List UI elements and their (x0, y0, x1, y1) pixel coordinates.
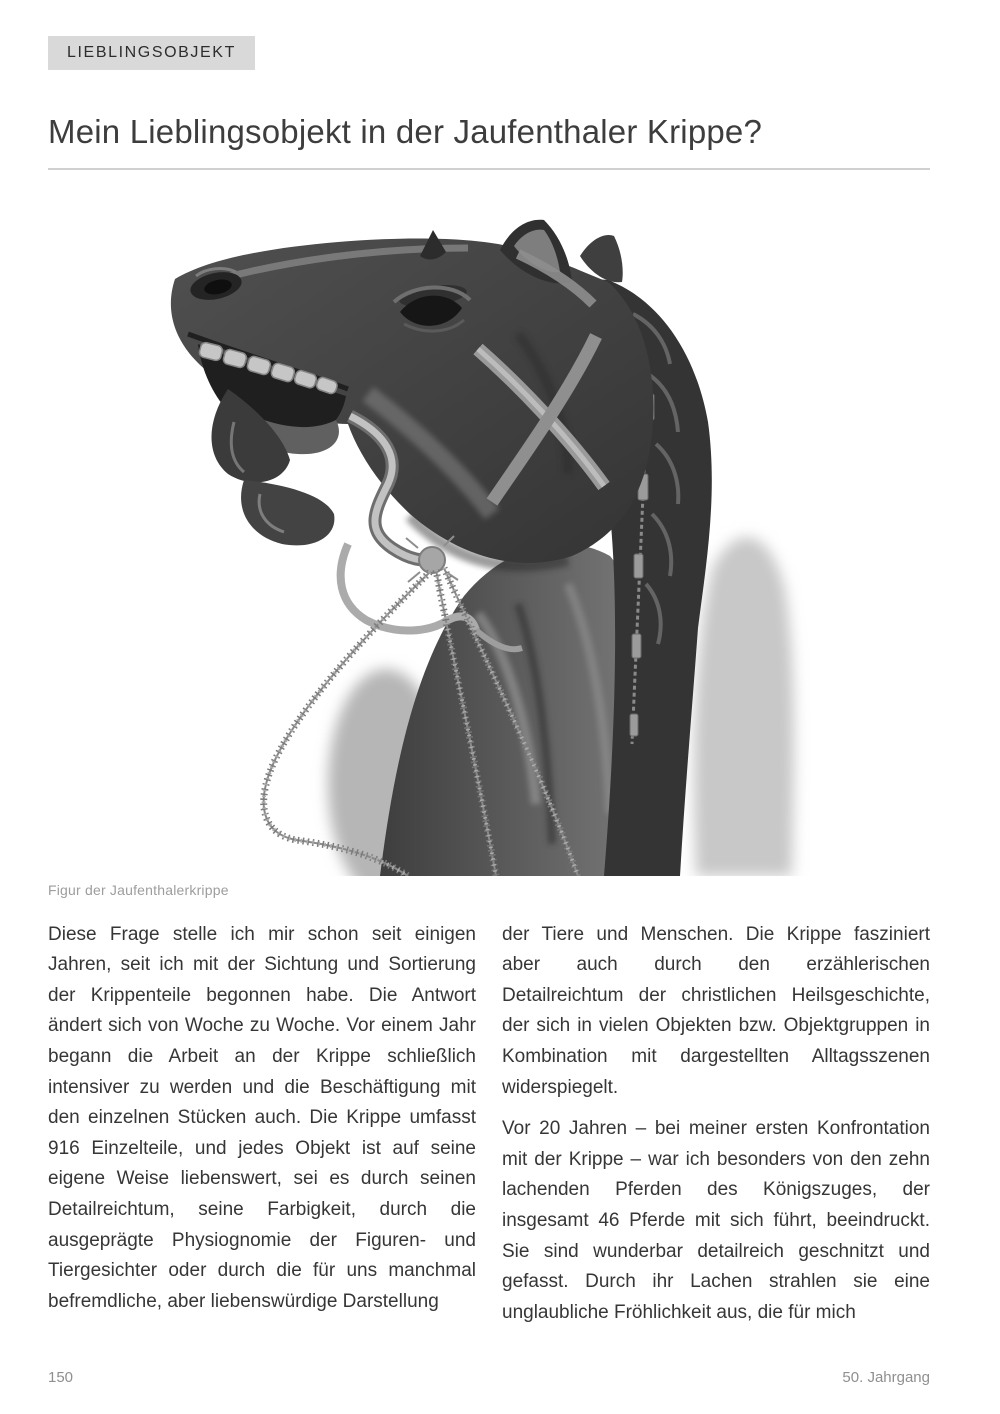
column-left (48, 920, 476, 1340)
horse-figure-photo (48, 184, 930, 898)
title-divider (48, 168, 930, 170)
page-footer (48, 1369, 930, 1386)
horse-head (171, 219, 653, 562)
volume-label: 50. Jahrgang (842, 1369, 930, 1386)
photo-caption: Figur der Jaufenthalerkrippe (48, 881, 229, 898)
article-body (48, 920, 930, 1340)
page-title: Mein Lieblingsobjekt in der Jaufenthaler Krippe? (48, 113, 763, 150)
page-header (48, 36, 930, 170)
section-tag: LIEBLINGSOBJEKT (48, 36, 255, 70)
horse-photo-art (48, 184, 930, 876)
column-right (502, 920, 930, 1340)
page-number: 150 (48, 1369, 74, 1386)
paragraph-right-1: der Tiere und Menschen. Die Krippe fasziniert aber auch durch den erzählerischen Detailreichtum der christlichen Heilsgeschichte, der sich in vielen Objekten bzw. Objektgruppen in Kombination mit dargestellten Alltagsszenen widerspiegelt. (502, 923, 930, 1098)
paragraph-left-1: Diese Frage stelle ich mir schon seit einigen Jahren, seit ich mit der Sichtung und Sortierung der Krippenteile begonnen habe. Die Antwort ändert sich von Woche zu Woche. Vor einem Jahr begann die Arbeit an der Krippe schließlich intensiver zu werden und die Beschäftigung mit den einzelnen Stücken auch. Die Krippe umfasst 916 Einzelteile, und jedes Objekt ist auf seine eigene Weise liebenswert, sei es durch seinen Detailreichtum, seine Farbigkeit, durch die ausgeprägte Physiognomie der Figuren- und Tiergesichter oder durch die für uns manchmal befremdliche, aber liebenswürdige Darstellung (48, 923, 476, 1312)
paragraph-right-2: Vor 20 Jahren – bei meiner ersten Konfrontation mit der Krippe – war ich besonders von den zehn lachenden Pferden des Königszuges, der insgesamt 46 Pferde mit sich führt, beeindruckt. Sie sind wunderbar detailreich geschnitzt und gefasst. Durch ihr Lachen strahlen sie eine unglaubliche Fröhlichkeit aus, die für mich (502, 1118, 930, 1323)
